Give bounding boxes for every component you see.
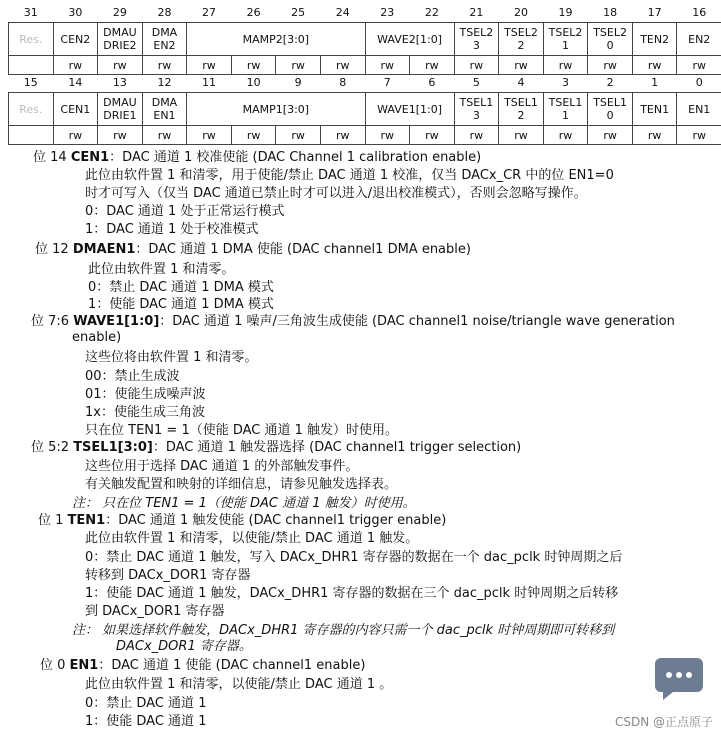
note-line	[72, 623, 614, 639]
text-span: 有关触发配置和映射的详细信息，请参见触发选择表。	[85, 477, 398, 492]
bit-number: 21	[469, 5, 484, 19]
bit-number: 4	[517, 75, 525, 89]
bit-number: 1	[651, 75, 659, 89]
text-span: 00：禁止生成波	[85, 369, 180, 384]
access-type: rw	[187, 126, 232, 145]
bit-number: 18	[603, 5, 618, 19]
text-span: ：DAC 通道 1 触发使能 (DAC channel1 trigger enable)	[105, 513, 447, 528]
text-span: 01：使能生成噪声波	[85, 387, 206, 402]
text-span: DACx_DOR1 寄存器。	[116, 639, 252, 654]
register-field: TSEL1 3	[454, 93, 499, 126]
bit-number: 9	[294, 75, 302, 89]
description-line	[85, 222, 258, 238]
description-line	[85, 696, 206, 712]
note-line	[72, 496, 416, 512]
bit-number: 25	[291, 5, 306, 19]
register-field: EN1	[677, 93, 721, 126]
description-line	[85, 586, 618, 602]
register-field: DMA EN2	[142, 23, 187, 56]
access-type	[9, 126, 54, 145]
description-line	[85, 604, 225, 620]
description-line	[38, 513, 446, 529]
description-line	[85, 477, 397, 493]
description-line	[85, 405, 205, 421]
text-span: 这些位将由软件置 1 和清零。	[85, 350, 258, 365]
access-type: rw	[677, 126, 721, 145]
text-span: 位 14	[33, 150, 71, 165]
register-field: TSEL1 2	[499, 93, 544, 126]
bit-number: 11	[202, 75, 217, 89]
text-span: 此位由软件置 1 和清零。	[88, 262, 235, 277]
access-type: rw	[98, 56, 143, 75]
note-line	[116, 639, 252, 655]
register-field: MAMP2[3:0]	[187, 23, 365, 56]
text-span: 1：DAC 通道 1 处于校准模式	[85, 222, 259, 237]
register-field: TEN1	[632, 93, 677, 126]
description-line	[40, 658, 365, 674]
bit-number: 12	[157, 75, 172, 89]
description-line	[85, 531, 418, 547]
register-field: TEN2	[632, 23, 677, 56]
bit-number: 15	[23, 75, 38, 89]
access-type: rw	[231, 56, 276, 75]
bit-number: 23	[380, 5, 395, 19]
text-span: 注： 只在位 TEN1 = 1（使能 DAC 通道 1 触发）时使用。	[72, 496, 416, 511]
description-line	[85, 423, 398, 439]
register-field: MAMP1[3:0]	[187, 93, 365, 126]
access-type: rw	[677, 56, 721, 75]
text-span: 此位由软件置 1 和清零，以使能/禁止 DAC 通道 1 触发。	[85, 531, 419, 546]
access-type: rw	[632, 56, 677, 75]
register-field: CEN1	[53, 93, 98, 126]
access-type: rw	[454, 126, 499, 145]
register-field: TSEL2 0	[588, 23, 633, 56]
text-span: 位 0	[40, 658, 70, 673]
register-field: Res.	[9, 93, 54, 126]
access-type: rw	[499, 126, 544, 145]
register-field: TSEL2 3	[454, 23, 499, 56]
description-line	[85, 677, 392, 693]
register-field: TSEL1 0	[588, 93, 633, 126]
access-type: rw	[588, 56, 633, 75]
description-line	[85, 204, 284, 220]
bit-number: 19	[558, 5, 573, 19]
text-span: ：DAC 通道 1 使能 (DAC channel1 enable)	[98, 658, 366, 673]
text-span: 位 12	[35, 242, 73, 257]
access-type: rw	[53, 56, 98, 75]
access-type: rw	[187, 56, 232, 75]
description-line	[85, 387, 206, 403]
access-type: rw	[320, 56, 365, 75]
bit-number: 16	[692, 5, 707, 19]
field-name: WAVE1[1:0]	[73, 314, 160, 329]
bit-number: 31	[23, 5, 38, 19]
text-span: 此位由软件置 1 和清零，以使能/禁止 DAC 通道 1 。	[85, 677, 393, 692]
text-span: 位 5:2	[31, 440, 74, 455]
access-type: rw	[142, 126, 187, 145]
description-line	[31, 440, 521, 456]
access-type: rw	[365, 126, 410, 145]
text-span: 0：DAC 通道 1 处于正常运行模式	[85, 204, 285, 219]
access-type: rw	[588, 126, 633, 145]
register-field: EN2	[677, 23, 721, 56]
field-name: EN1	[69, 658, 99, 673]
bit-number: 0	[695, 75, 703, 89]
register-field: DMA EN1	[142, 93, 187, 126]
text-span: ：DAC 通道 1 触发器选择 (DAC channel1 trigger selection)	[152, 440, 522, 455]
field-name: TEN1	[67, 513, 106, 528]
bit-number: 6	[428, 75, 436, 89]
text-span: 1：使能 DAC 通道 1 DMA 模式	[88, 297, 274, 312]
description-line	[88, 280, 274, 296]
description-line	[72, 330, 121, 346]
register-field: TSEL2 1	[543, 23, 588, 56]
access-type: rw	[543, 126, 588, 145]
description-line	[85, 350, 258, 366]
bit-number: 20	[513, 5, 528, 19]
access-type: rw	[543, 56, 588, 75]
access-type: rw	[320, 126, 365, 145]
chat-bubble-icon	[651, 654, 707, 702]
text-span: 时才可写入（仅当 DAC 通道已禁止时才可以进入/退出校准模式），否则会忽略写操作。	[85, 186, 587, 201]
field-name: TSEL1[3:0]	[73, 440, 153, 455]
register-field: DMAU DRIE2	[98, 23, 143, 56]
description-line	[85, 568, 251, 584]
description-line	[85, 186, 587, 202]
description-line	[88, 297, 274, 313]
text-span: ：DAC 通道 1 校准使能 (DAC Channel 1 calibration enable)	[109, 150, 482, 165]
description-line	[85, 459, 358, 475]
watermark: CSDN @正点原子	[614, 715, 713, 729]
text-span: ：DAC 通道 1 DMA 使能 (DAC channel1 DMA enable)	[135, 242, 471, 257]
access-type: rw	[365, 56, 410, 75]
bit-number: 8	[339, 75, 347, 89]
text-span: 0：禁止 DAC 通道 1 DMA 模式	[88, 280, 274, 295]
text-span: 转移到 DACx_DOR1 寄存器	[85, 568, 251, 583]
description-line	[85, 168, 614, 184]
access-type: rw	[231, 126, 276, 145]
access-type: rw	[410, 126, 455, 145]
text-span: enable)	[72, 330, 122, 345]
bit-number: 7	[383, 75, 391, 89]
access-type: rw	[276, 126, 321, 145]
text-span: 1：使能 DAC 通道 1 触发，DACx_DHR1 寄存器的数据在三个 dac_pclk 时钟周期之后转移	[85, 586, 619, 601]
bit-number: 24	[335, 5, 350, 19]
access-type: rw	[410, 56, 455, 75]
bit-number: 27	[202, 5, 217, 19]
field-name: DMAEN1	[72, 242, 136, 257]
access-type: rw	[499, 56, 544, 75]
text-span: 注： 如果选择软件触发，DACx_DHR1 寄存器的内容只需一个 dac_pclk 时钟周期即可转移到	[72, 623, 615, 638]
description-line	[85, 369, 180, 385]
register-field: WAVE2[1:0]	[365, 23, 454, 56]
register-field: WAVE1[1:0]	[365, 93, 454, 126]
bit-number: 10	[246, 75, 261, 89]
register-field: CEN2	[53, 23, 98, 56]
bit-number: 13	[112, 75, 127, 89]
bit-number: 17	[647, 5, 662, 19]
register-field: DMAU DRIE1	[98, 93, 143, 126]
text-span: 1x：使能生成三角波	[85, 405, 205, 420]
register-field: TSEL2 2	[499, 23, 544, 56]
text-span: ：DAC 通道 1 噪声/三角波生成使能 (DAC channel1 noise/triangle wave generation	[159, 314, 675, 329]
bit-number: 29	[112, 5, 127, 19]
register-table-low	[0, 72, 721, 145]
text-span: 这些位用于选择 DAC 通道 1 的外部触发事件。	[85, 459, 359, 474]
description-line	[85, 714, 206, 730]
text-span: 1：使能 DAC 通道 1	[85, 714, 207, 729]
bit-number: 26	[246, 5, 261, 19]
access-type: rw	[454, 56, 499, 75]
register-table-high	[0, 2, 721, 75]
bit-number: 3	[562, 75, 570, 89]
description-line	[33, 150, 481, 166]
text-span: 只在位 TEN1 = 1（使能 DAC 通道 1 触发）时使用。	[85, 423, 399, 438]
bit-number: 28	[157, 5, 172, 19]
text-span: 到 DACx_DOR1 寄存器	[85, 604, 225, 619]
bit-number: 30	[68, 5, 83, 19]
access-type: rw	[53, 126, 98, 145]
description-line	[88, 262, 235, 278]
text-span: 位 7:6	[31, 314, 74, 329]
access-type: rw	[98, 126, 143, 145]
text-span: 位 1	[38, 513, 68, 528]
access-type: rw	[276, 56, 321, 75]
text-span: 0：禁止 DAC 通道 1	[85, 696, 207, 711]
bit-number: 5	[472, 75, 480, 89]
register-field: Res.	[9, 23, 54, 56]
bit-number: 14	[68, 75, 83, 89]
bit-number: 2	[606, 75, 614, 89]
bit-number: 22	[424, 5, 439, 19]
access-type: rw	[632, 126, 677, 145]
text-span: 0：禁止 DAC 通道 1 触发，写入 DACx_DHR1 寄存器的数据在一个 dac_pclk 时钟周期之后	[85, 550, 623, 565]
description-line	[85, 550, 622, 566]
register-field: TSEL1 1	[543, 93, 588, 126]
field-name: CEN1	[70, 150, 110, 165]
description-line	[35, 242, 471, 258]
text-span: 此位由软件置 1 和清零，用于使能/禁止 DAC 通道 1 校准，仅当 DACx_CR 中的位 EN1=0	[85, 168, 614, 183]
access-type: rw	[142, 56, 187, 75]
description-line	[31, 314, 675, 330]
